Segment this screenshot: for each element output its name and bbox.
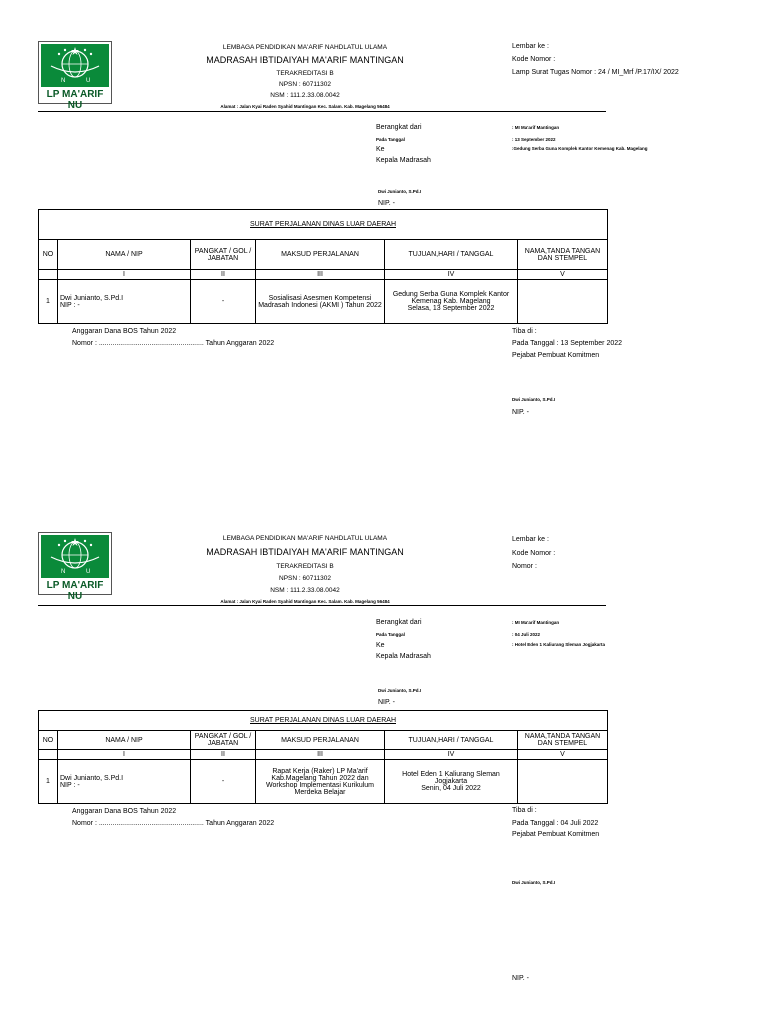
school-name: MADRASAH IBTIDAIYAH MA'ARIF MANTINGAN — [206, 55, 404, 65]
svg-text:N: N — [61, 78, 66, 84]
col-signature: NAMA,TANDA TANGAN DAN STEMPEL — [518, 731, 608, 750]
roman-cell: I — [58, 750, 191, 760]
berangkat-label: Berangkat dari — [376, 124, 422, 131]
accreditation: TERAKREDITASI B — [276, 563, 334, 570]
nu-globe-icon — [41, 44, 109, 87]
school-name: MADRASAH IBTIDAIYAH MA'ARIF MANTINGAN — [206, 547, 404, 557]
school-address: Alamat : Jalan Kyai Raden Syahid Mantingan Kec. Salam. Kab. Magelang 56484 — [220, 104, 390, 109]
nomor-anggaran: Nomor : ...................................................... Tahun Anggaran 2022 — [72, 820, 275, 827]
roman-cell: V — [518, 270, 608, 280]
purpose-line: Sosialisasi Asesmen Kompetensi — [268, 294, 372, 302]
destination-line: Jogjakarta — [434, 778, 468, 785]
tiba-label: Tiba di : — [512, 807, 537, 814]
logo-text: LP MA'ARIF NU — [46, 580, 104, 602]
row-nip: NIP : - — [60, 781, 80, 789]
roman-cell: IV — [385, 750, 518, 760]
destination-line: Kemenag Kab. Magelang — [411, 298, 491, 305]
travel-table — [38, 710, 608, 804]
logo-text: LP MA'ARIF NU — [46, 89, 104, 111]
travel-document-2 — [0, 491, 768, 991]
row-name: Dwi Junianto, S.Pd.I — [60, 774, 124, 782]
purpose-line: Kab.Magelang Tahun 2022 dan — [271, 774, 369, 782]
row-no: 1 — [39, 760, 58, 804]
kode-nomor-label: Kode Nomor : — [512, 56, 556, 63]
lembar-label: Lembar ke : — [512, 43, 549, 50]
ke-label: Ke — [376, 642, 385, 649]
header-divider — [38, 605, 606, 606]
pejabat-label: Pejabat Pembuat Komitmen — [512, 352, 600, 359]
roman-cell — [39, 270, 58, 280]
roman-cell: I — [58, 270, 191, 280]
roman-cell: V — [518, 750, 608, 760]
row-purpose-cell — [256, 760, 385, 804]
tujuan-value: :Gedung Serba Guna Komplek Kantor Kemenag Kab. Magelang — [512, 146, 648, 151]
purpose-line: Rapat Kerja (Raker) LP Ma'arif — [272, 767, 368, 775]
row-name-cell — [58, 280, 191, 324]
arrival-date: Pada Tanggal : 04 Juli 2022 — [512, 820, 599, 827]
kepala-signer: Dwi Junianto, S.Pd.I — [378, 688, 422, 693]
kepala-nip: NIP. - — [378, 699, 395, 706]
destination-date: Selasa, 13 September 2022 — [407, 305, 495, 312]
col-destination: TUJUAN,HARI / TANGGAL — [385, 731, 518, 750]
row-signature — [518, 280, 608, 324]
npsn: NPSN : 60711302 — [279, 81, 331, 88]
travel-document-1 — [0, 0, 768, 500]
lp-maarif-nu-logo — [38, 41, 112, 111]
tiba-label: Tiba di : — [512, 328, 537, 335]
col-no: NO — [39, 240, 58, 270]
pejabat-label: Pejabat Pembuat Komitmen — [512, 831, 600, 838]
logo-emblem — [41, 44, 109, 87]
pada-tanggal-label: Pada Tanggal — [376, 632, 405, 637]
purpose-line: Merdeka Belajar — [294, 788, 346, 796]
berangkat-value: : MI Ma'arif Mantingan — [512, 620, 560, 625]
roman-cell: III — [256, 270, 385, 280]
row-destination-cell — [385, 760, 518, 804]
table-title: SURAT PERJALANAN DINAS LUAR DAERAH — [39, 711, 608, 731]
destination-line: Gedung Serba Guna Komplek Kantor — [392, 291, 510, 298]
pada-tanggal-value: : 13 September 2022 — [512, 137, 556, 142]
npsn: NPSN : 60711302 — [279, 575, 331, 582]
kepala-nip: NIP. - — [378, 200, 395, 207]
col-rank: PANGKAT / GOL / JABATAN — [191, 240, 256, 270]
tujuan-value: : Hotel Eden 1 Kaliurang Sleman Jogjakarta — [512, 642, 606, 647]
col-purpose: MAKSUD PERJALANAN — [256, 731, 385, 750]
row-no: 1 — [39, 280, 58, 324]
nomor-label: Nomor : — [512, 563, 537, 570]
purpose-line: Workshop Implementasi Kurikulum — [265, 781, 375, 789]
destination-line: Hotel Eden 1 Kaliurang Sleman — [402, 771, 500, 778]
table-row — [39, 280, 608, 324]
roman-cell: II — [191, 750, 256, 760]
nu-globe-icon — [41, 535, 109, 578]
lp-maarif-nu-logo — [38, 532, 112, 602]
col-purpose: MAKSUD PERJALANAN — [256, 240, 385, 270]
col-rank: PANGKAT / GOL / JABATAN — [191, 731, 256, 750]
pejabat-signer: Dwi Junianto, S.Pd.I — [512, 397, 556, 402]
header-divider — [38, 111, 606, 112]
pejabat-nip: NIP. - — [512, 409, 529, 416]
roman-cell: II — [191, 270, 256, 280]
roman-cell: IV — [385, 270, 518, 280]
institution-name: LEMBAGA PENDIDIKAN MA'ARIF NAHDLATUL ULAMA — [222, 44, 388, 51]
pejabat-nip: NIP. - — [512, 975, 529, 982]
table-title: SURAT PERJALANAN DINAS LUAR DAERAH — [39, 210, 608, 240]
row-purpose-cell — [256, 280, 385, 324]
svg-text:U: U — [86, 78, 91, 84]
kode-nomor-label: Kode Nomor : — [512, 550, 556, 557]
row-rank: - — [191, 760, 256, 804]
kepala-label: Kepala Madrasah — [376, 653, 431, 660]
svg-text:N: N — [61, 569, 66, 575]
anggaran: Anggaran Dana BOS Tahun 2022 — [72, 808, 177, 815]
col-no: NO — [39, 731, 58, 750]
nsm: NSM : 111.2.33.08.0042 — [270, 92, 340, 99]
table-row — [39, 760, 608, 804]
institution-name: LEMBAGA PENDIDIKAN MA'ARIF NAHDLATUL ULAMA — [222, 535, 388, 542]
pada-tanggal-label: Pada Tanggal — [376, 137, 405, 142]
col-name: NAMA / NIP — [58, 731, 191, 750]
arrival-date: Pada Tanggal : 13 September 2022 — [512, 340, 623, 347]
purpose-line: Madrasah Indonesi (AKMI ) Tahun 2022 — [258, 301, 382, 309]
pada-tanggal-value: : 04 Juli 2022 — [512, 632, 541, 637]
school-address: Alamat : Jalan Kyai Raden Syahid Mantingan Kec. Salam. Kab. Magelang 56484 — [220, 599, 390, 604]
logo-emblem — [41, 535, 109, 578]
svg-text:U: U — [86, 569, 91, 575]
ke-label: Ke — [376, 146, 385, 153]
col-destination: TUJUAN,HARI / TANGGAL — [385, 240, 518, 270]
col-signature: NAMA,TANDA TANGAN DAN STEMPEL — [518, 240, 608, 270]
roman-cell: III — [256, 750, 385, 760]
travel-table — [38, 209, 608, 324]
lembar-label: Lembar ke : — [512, 536, 549, 543]
row-nip: NIP : - — [60, 301, 80, 309]
row-destination-cell — [385, 280, 518, 324]
kepala-label: Kepala Madrasah — [376, 157, 431, 164]
nsm: NSM : 111.2.33.08.0042 — [270, 587, 340, 594]
roman-cell — [39, 750, 58, 760]
col-name: NAMA / NIP — [58, 240, 191, 270]
pejabat-signer: Dwi Junianto, S.Pd.I — [512, 880, 556, 885]
nomor-anggaran: Nomor : ...................................................... Tahun Anggaran 2022 — [72, 340, 275, 347]
row-rank: - — [191, 280, 256, 324]
kepala-signer: Dwi Junianto, S.Pd.I — [378, 189, 422, 194]
anggaran: Anggaran Dana BOS Tahun 2022 — [72, 328, 177, 335]
lamp-surat-tugas: Lamp Surat Tugas Nomor : 24 / MI_Mrf /P.17/IX/ 2022 — [512, 69, 679, 76]
row-name-cell — [58, 760, 191, 804]
destination-date: Senin, 04 Juli 2022 — [421, 785, 481, 792]
row-name: Dwi Junianto, S.Pd.I — [60, 294, 124, 302]
berangkat-value: : MI Ma'arif Mantingan — [512, 125, 560, 130]
accreditation: TERAKREDITASI B — [276, 70, 334, 77]
row-signature — [518, 760, 608, 804]
berangkat-label: Berangkat dari — [376, 619, 422, 626]
